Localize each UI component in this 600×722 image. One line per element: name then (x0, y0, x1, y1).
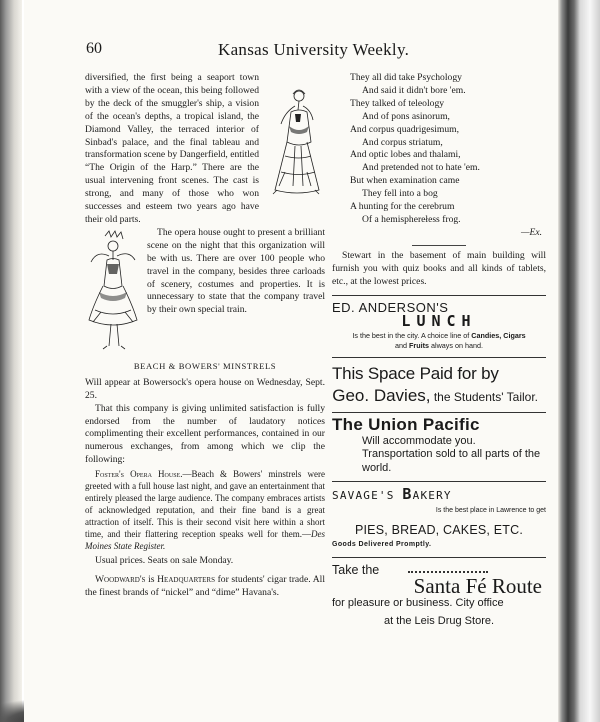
section-heading-minstrels: BEACH & BOWERS' MINSTRELS (133, 360, 277, 371)
quote-body: —Beach & Bowers' minstrels were greeted with a full house last night, and gave an entertainment that entirely pleased the large audience. The company embraces artists of acknowledged reputation, and their fine band is a great attraction of itself. This is their second visit here within a short time, and their flattering reception speaks well for them.— (85, 469, 325, 539)
journal-title: Kansas University Weekly. (218, 40, 410, 59)
savage-goods: PIES, BREAD, CAKES, ETC. (354, 522, 524, 537)
savage-b: B (402, 484, 413, 503)
poem-line: A hunting for the cerebrum (350, 201, 455, 213)
poem-line: But when examination came (350, 175, 460, 187)
lunch-candies: Candies, Cigars (471, 331, 526, 341)
leis-line: at the Leis Drug Store. (383, 615, 495, 628)
dotted-track (408, 571, 488, 573)
poem-line: And optic lobes and thalami, (350, 149, 461, 161)
divider (332, 357, 546, 358)
poem-line: They all did take Psychology (350, 72, 462, 83)
minstrels-paragraph-1: Will appear at Bowersock's opera house on Wednesday, Sept. 25. (85, 376, 325, 401)
left-column (85, 72, 325, 600)
savage-name-1: SAVAGE'S (332, 488, 403, 502)
poem-line: And of pons asinorum, (362, 110, 450, 122)
lunch-text (332, 331, 546, 350)
poem-line: And corpus quadrigesimum, (350, 123, 459, 135)
prices-line: Usual prices. Seats on sale Monday. (95, 555, 234, 567)
divider (332, 295, 546, 296)
poem-line: Of a hemispherełess frog. (362, 213, 461, 225)
poem-line: And corpus striatum, (362, 136, 443, 148)
savage-title (332, 484, 546, 503)
davies-role: the Students' Tailor. (430, 390, 538, 405)
poem-line: They fell into a bog (362, 188, 438, 200)
divider (412, 245, 466, 246)
minstrels-paragraph-2: That this company is giving unlimited satisfaction is fully endorsed from the number of laudatory notices complimenting their excellent performances, contained in our numerous exchanges, from among which we clip the following: (85, 402, 325, 466)
santa-fe-ad (332, 564, 546, 629)
dancer-figure-icon (85, 230, 141, 350)
savage-sub: Is the best place in Lawrence to get (435, 506, 546, 514)
pleasure-line: for pleasure or business. City office (332, 597, 504, 610)
davies-name: Geo. Davies, (332, 386, 431, 406)
space-paid-line: This Space Paid for by (332, 363, 499, 383)
article-paragraph-1: diversified, the first being a seaport town with a view of the ocean, this being followed by the deck of the smuggler's ship, a vision of the ocean's depths, a tropical island, the Diamond Valley, the terraced interior of Sinbad's palace, and the final tableau and transformation scene by Dangerfield, entitled “The Origin of the Harp.” There are the usual intervening front scenes. The cast is strong, and many of those who won successes and esteem two years ago have their old parts. (85, 72, 259, 225)
union-pacific-text: Will accommodate you. Transportation sold to all parts of the world. (362, 435, 541, 474)
woodward-notice (85, 574, 325, 600)
take-line (332, 564, 546, 577)
woodward-hq: Headquarters (157, 574, 215, 586)
savage-delivered: Goods Delivered Promptly. (332, 540, 432, 548)
savage-name-2: AKERY (412, 488, 452, 502)
divider (332, 481, 546, 482)
santa-fe-route: Santa Fé Route (413, 574, 542, 599)
page (24, 0, 558, 722)
lunch-fruits: Fruits (409, 340, 429, 350)
davies-line (332, 386, 546, 406)
poem (332, 72, 546, 240)
divider (332, 412, 546, 413)
actress-figure-icon (265, 86, 325, 198)
anderson-name: ED. ANDERSON'S (332, 299, 449, 315)
poem-attribution: —Ex. (520, 226, 542, 238)
dancer-illustration (85, 230, 141, 350)
quote-source: Des Moines State Register. (85, 528, 325, 551)
union-pacific-title: The Union Pacific (332, 415, 480, 435)
woodward-lead: Woodward's (95, 574, 146, 586)
scan-binding-shadow (0, 0, 22, 722)
woodward-mid: is (145, 574, 158, 586)
anderson-lunch-ad (332, 299, 546, 351)
divider (332, 557, 546, 558)
poem-line: And said it didn't bore 'em. (362, 84, 466, 96)
running-head (86, 40, 556, 64)
quote-lead: Foster's Opera House. (95, 469, 183, 480)
actress-illustration (265, 86, 325, 198)
take-the: Take the (332, 563, 380, 578)
stewart-notice: Stewart in the basement of main building will furnish you with quiz books and all kinds of tablets, etc., at the lowest prices. (332, 249, 546, 287)
lunch-text-3: always on hand. (429, 340, 483, 350)
poem-line: They talked of teleology (350, 97, 445, 109)
poem-line: And pretended not to hate 'em. (362, 162, 480, 174)
lunch-text-1: Is the best in the city. A choice line of (352, 331, 472, 341)
right-column (332, 72, 546, 629)
page-number: 60 (86, 40, 102, 57)
woodward-rest: for students' cigar trade. All the finest brands of “nickel” and “dime” Havana's. (85, 574, 325, 599)
quoted-notice (85, 469, 325, 552)
davies-ad (332, 363, 546, 407)
article-paragraph-2: The opera house ought to present a brilliant scene on the night that this organization will be with us. There are over 100 people who travel in the company, besides three carloads of scenery, costumes and properties. It is unnecessary to state that the company travel by their own special train. (147, 226, 325, 316)
savage-bakery-ad (332, 484, 546, 552)
lunch-text-2: and (395, 340, 410, 350)
lunch-heading: LUNCH (401, 312, 477, 331)
scan-page-edge (558, 0, 600, 722)
union-pacific-ad (332, 415, 546, 475)
